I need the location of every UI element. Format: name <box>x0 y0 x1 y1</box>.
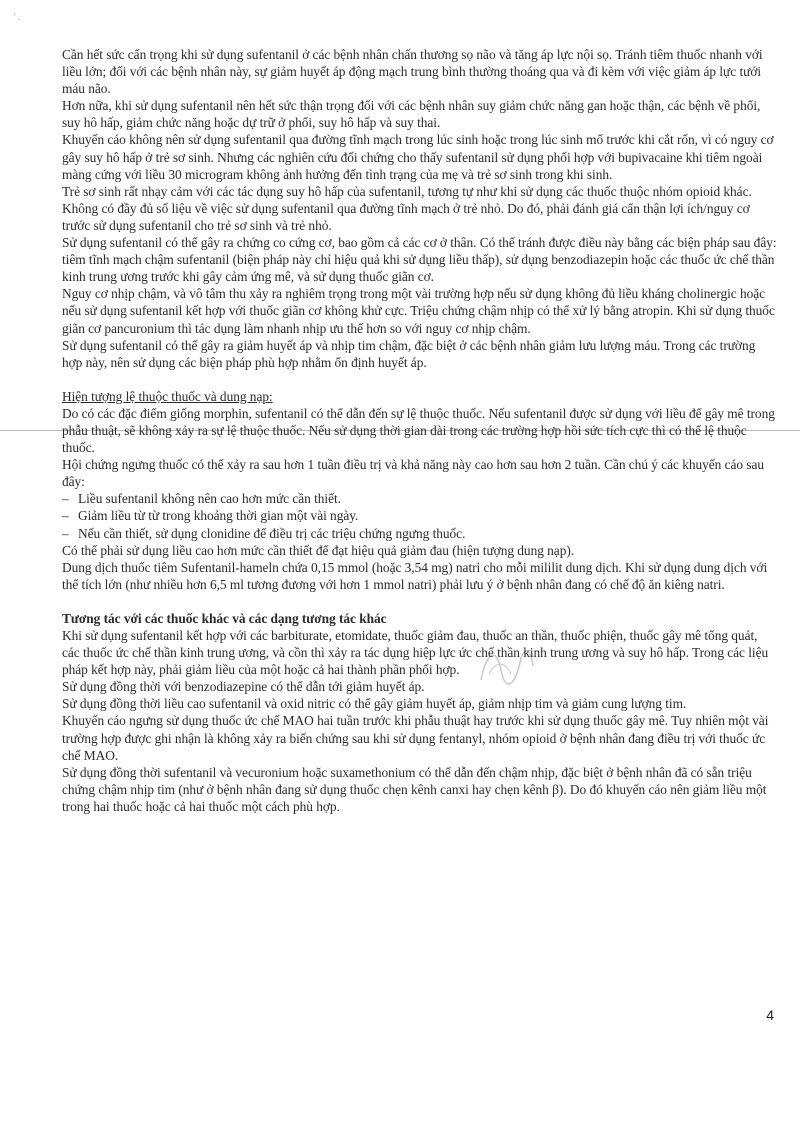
dependence-paragraph: Do có các đặc điểm giống morphin, sufentanil có thể dẫn đến sự lệ thuộc thuốc. Nếu sufentanil được sử dụng với liều để gây mê trong phẫu thuật, sẽ không xảy ra sự lệ thuộc thuốc. Nếu sử dụng thời gian dài trong các trường hợp hồi sức tích cực thì có thể lệ thuộc thuốc. <box>62 405 775 456</box>
dependence-paragraph: Hội chứng ngưng thuốc có thể xảy ra sau hơn 1 tuần điều trị và khả năng này cao hơn sau hơn 2 tuần. Cần chú ý các khuyến cáo sau đây: <box>62 457 765 490</box>
document-page <box>62 46 778 815</box>
precautions-paragraph: Trẻ sơ sinh rất nhạy cảm với các tác dụng suy hô hấp của sufentanil, tương tự như khi sử dụng các thuốc thuộc nhóm opioid khác. Không có đầy đủ số liệu về việc sử dụng sufentanil qua đường tĩnh mạch ở trẻ nhỏ. Do đó, phải đánh giá cẩn thận lợi ích/nguy cơ trước sử dụng sufentanil cho trẻ sơ sinh và trẻ nhỏ. <box>62 183 752 233</box>
list-item-text: Nếu cần thiết, sử dụng clonidine để điều trị các triệu chứng ngưng thuốc. <box>78 525 466 541</box>
dependence-paragraph: Có thể phải sử dụng liều cao hơn mức cần thiết để đạt hiệu quả giảm đau (hiện tượng dung nạp). <box>62 542 575 558</box>
page-number: 4 <box>766 1007 774 1023</box>
bullet-dash: – <box>62 525 69 541</box>
dependence-paragraph: Dung dịch thuốc tiêm Sufentanil-hameln chứa 0,15 mmol (hoặc 3,54 mg) natri cho mỗi mililit dung dịch. Khi sử dụng dung dịch với thể tích lớn (như nhiều hơn 6,5 ml tương đương với hơn 1 mmol natri) phải lưu ý ở bệnh nhân đang có chế độ ăn kiêng natri. <box>62 559 768 592</box>
bullet-dash: – <box>62 491 69 507</box>
interactions-paragraph: Khuyến cáo ngưng sử dụng thuốc ức chế MAO hai tuần trước khi phẫu thuật hay trước khi sử dụng thuốc gây mê. Tuy nhiên một vài trường hợp được ghi nhận là không xảy ra biến chứng sau khi sử dụng fentanyl, nhóm opioid ở bệnh nhân đang điều trị với thuốc ức chế MAO. <box>62 713 769 763</box>
interactions-paragraph: Sử dụng đồng thời với benzodiazepine có thể dẫn tới giảm huyết áp. <box>62 679 425 695</box>
interactions-section <box>62 610 778 815</box>
list-item <box>62 525 778 542</box>
bullet-dash: – <box>62 508 69 524</box>
dependence-section <box>62 388 778 593</box>
precautions-paragraph: Sử dụng sufentanil có thể gây ra giảm huyết áp và nhịp tim chậm, đặc biệt ở các bệnh nhân giảm lưu lượng máu. Trong các trường hợp này, nên sử dụng các biện pháp phù hợp nhằm ổn định huyết áp. <box>62 337 756 370</box>
interactions-paragraph: Sử dụng đồng thời sufentanil và vecuronium hoặc suxamethonium có thể dẫn đến chậm nhịp, đặc biệt ở bệnh nhân đã có sẵn triệu chứng chậm nhịp tim (như ở bệnh nhân đang sử dụng thuốc chẹn kênh canxi hay chẹn kênh β). Do đó khuyến cáo nên giảm liều một trong hai thuốc hoặc cả hai thuốc một cách phù hợp. <box>62 764 767 814</box>
interactions-paragraph: Khi sử dụng sufentanil kết hợp với các barbiturate, etomidate, thuốc giảm đau, thuốc an thần, thuốc phiện, thuốc gây mê tổng quát, các thuốc ức chế thần kinh trung ương, và cồn thì xảy ra tác dụng hiệp lực ức chế thần kinh trung ương và suy hô hấp. Trong các liệu pháp kết hợp này, phải giảm liều của một hoặc cả hai thành phần phối hợp. <box>62 628 769 678</box>
scan-corner-mark: ' . <box>14 12 21 22</box>
list-item-text: Liều sufentanil không nên cao hơn mức cần thiết. <box>78 491 341 507</box>
list-item <box>62 507 778 524</box>
interactions-paragraph: Sử dụng đồng thời liều cao sufentanil và oxid nitric có thể gây giảm huyết áp, giảm nhịp tim và giảm cung lượng tim. <box>62 696 687 712</box>
list-item <box>62 490 778 507</box>
precautions-paragraph: Nguy cơ nhịp chậm, và vô tâm thu xảy ra nghiêm trọng trong một vài trường hợp nếu sử dụng không đủ liều kháng cholinergic hoặc nếu sử dụng sufentanil kết hợp với thuốc giãn cơ không khử cực. Triệu chứng chậm nhịp có thể xử lý bằng atropin. Khi sử dụng thuốc giãn cơ pancuronium thì tác dụng làm nhanh nhịp ưu thế hơn so với nguy cơ nhịp chậm. <box>62 286 775 336</box>
interactions-heading: Tương tác với các thuốc khác và các dạng tương tác khác <box>62 610 387 626</box>
precautions-paragraph: Hơn nữa, khi sử dụng sufentanil nên hết sức thận trọng đối với các bệnh nhân suy giảm chức năng gan hoặc thận, các bệnh về phổi, suy hô hấp, giảm chức năng hoặc dự trữ ở phổi, suy hô hấp và suy thai. <box>62 98 761 131</box>
precautions-paragraph: Khuyến cáo không nên sử dụng sufentanil qua đường tĩnh mạch trong lúc sinh hoặc trong lúc sinh mổ trước khi cắt rốn, vì có nguy cơ gây suy hô hấp ở trẻ sơ sinh. Nhưng các nghiên cứu đối chứng cho thấy sufentanil sử dụng phối hợp với bupivacaine khi tiêm ngoài màng cứng với liều 30 microgram không ảnh hưởng đến tình trạng của mẹ và trẻ sơ sinh trong khi sinh. <box>62 132 774 182</box>
precautions-paragraph: Sử dụng sufentanil có thể gây ra chứng co cứng cơ, bao gồm cả các cơ ở thân. Có thể tránh được điều này bằng các biện pháp sau đây: tiêm tĩnh mạch chậm sufentanil (biện pháp này chỉ hiệu quả khi sử dụng liều thấp), sử dụng benzodiazepin hoặc các thuốc ức chế thần kinh trung ương trước khi gây cảm ứng mê, và sử dụng thuốc giãn cơ. <box>62 235 777 285</box>
precautions-section <box>62 46 778 371</box>
precautions-paragraph: Cần hết sức cẩn trọng khi sử dụng sufentanil ở các bệnh nhân chấn thương sọ não và tăng áp lực nội sọ. Tránh tiêm thuốc nhanh với liều lớn; đối với các bệnh nhân này, sự giảm huyết áp động mạch trung bình thường thoáng qua và đi kèm với việc giảm áp lực tưới máu não. <box>62 47 763 97</box>
list-item-text: Giảm liều từ từ trong khoảng thời gian một vài ngày. <box>78 508 359 524</box>
withdrawal-recommendations-list <box>62 490 778 541</box>
dependence-heading: Hiện tượng lệ thuộc thuốc và dung nạp: <box>62 388 273 404</box>
